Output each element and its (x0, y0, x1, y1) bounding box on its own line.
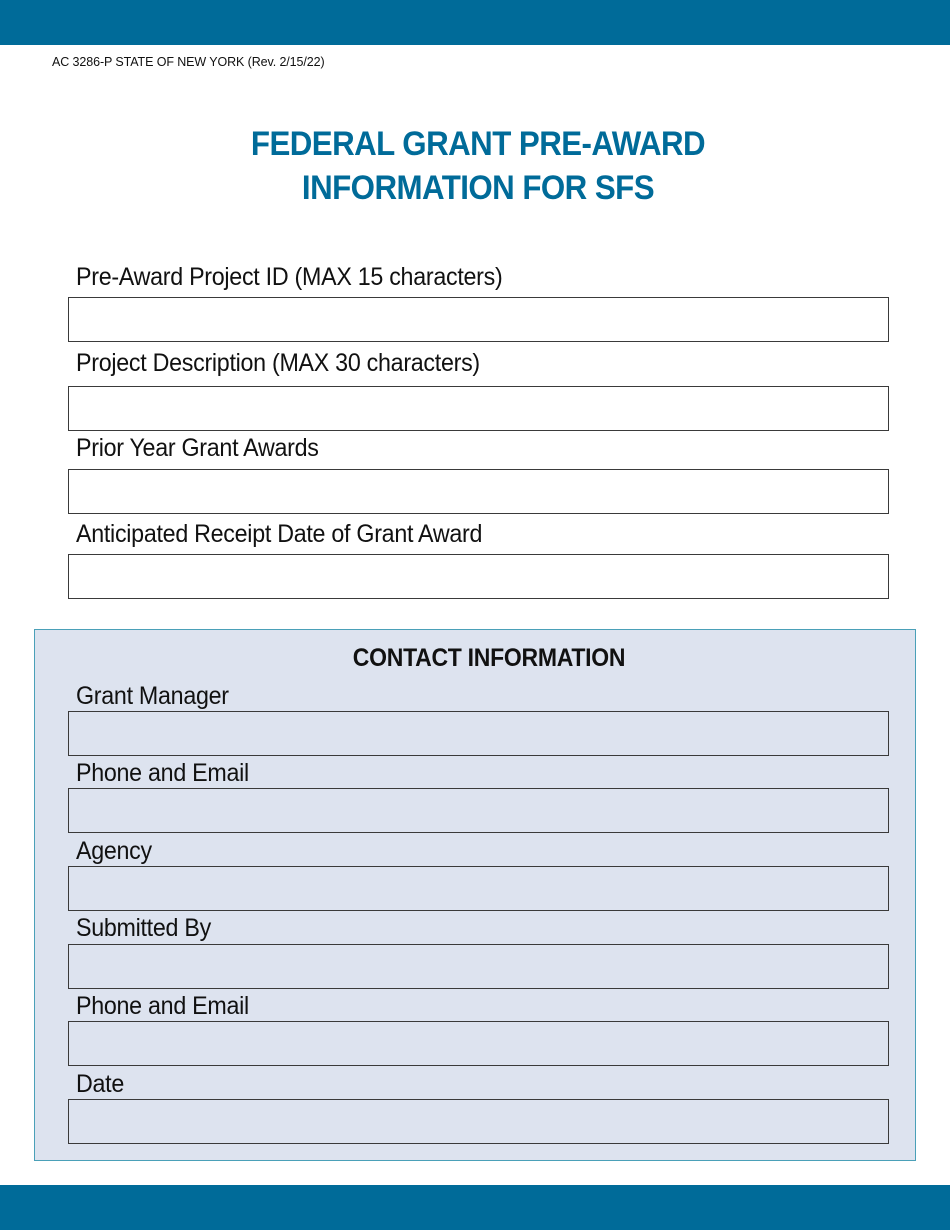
date-field[interactable] (68, 1099, 889, 1144)
submitter-phone-email-label: Phone and Email (76, 992, 249, 1020)
agency-field[interactable] (68, 866, 889, 911)
contact-information-heading: CONTACT INFORMATION (352, 644, 626, 672)
submitted-by-label: Submitted By (76, 914, 211, 942)
prior-year-grant-awards-label: Prior Year Grant Awards (76, 434, 319, 462)
submitter-phone-email-field[interactable] (68, 1021, 889, 1066)
page-title-line-1: FEDERAL GRANT PRE-AWARD (250, 125, 706, 163)
submitted-by-field[interactable] (68, 944, 889, 989)
prior-year-grant-awards-field[interactable] (68, 469, 889, 514)
pre-award-project-id-field[interactable] (68, 297, 889, 342)
project-description-label: Project Description (MAX 30 characters) (76, 349, 480, 377)
header-banner (0, 0, 950, 45)
grant-manager-field[interactable] (68, 711, 889, 756)
project-description-field[interactable] (68, 386, 889, 431)
footer-banner (0, 1185, 950, 1230)
pre-award-project-id-label: Pre-Award Project ID (MAX 15 characters) (76, 263, 503, 291)
grant-manager-phone-email-field[interactable] (68, 788, 889, 833)
page-title (38, 122, 918, 210)
anticipated-receipt-date-label: Anticipated Receipt Date of Grant Award (76, 520, 483, 548)
anticipated-receipt-date-field[interactable] (68, 554, 889, 599)
grant-manager-phone-email-label: Phone and Email (76, 759, 249, 787)
date-label: Date (76, 1070, 124, 1098)
form-identifier: AC 3286-P STATE OF NEW YORK (Rev. 2/15/22) (52, 55, 325, 69)
grant-manager-label: Grant Manager (76, 682, 229, 710)
agency-label: Agency (76, 837, 152, 865)
page-title-line-2: INFORMATION FOR SFS (301, 169, 655, 207)
